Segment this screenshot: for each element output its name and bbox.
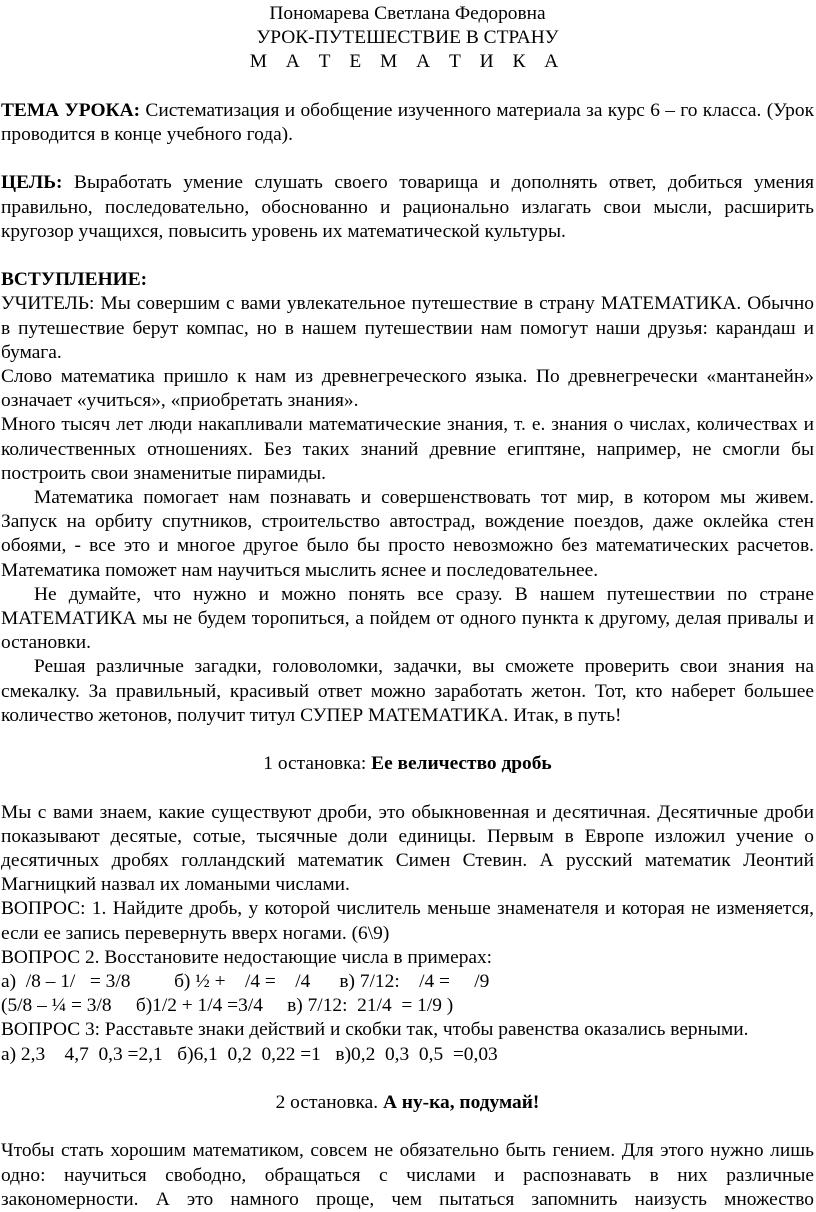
stop2-text: Чтобы стать хорошим математиком, совсем не обязательно быть гением. Для этого нужно лишь одно: научиться свободно, обращаться с числами и распознавать в них различные закономерности. А это намного проще, чем пытаться запомнить наизусть множество xyxy=(1,1140,814,1210)
stop1-question-3: ВОПРОС 3: Расставьте знаки действий и скобки так, чтобы равенства оказались верными. xyxy=(1,1019,749,1041)
answer-a: (5/8 – ¼ = 3/8 xyxy=(1,995,112,1017)
stop1-question-2: ВОПРОС 2. Восстановите недостающие числа в примерах: xyxy=(1,946,493,968)
author-name: Пономарева Светлана Федоровна xyxy=(269,3,546,24)
stop1-question-3-tasks: а) 2,3 4,7 0,3 =2,1 б)6,1 0,2 0,22 =1 в)0,2 0,3 0,5 =0,03 xyxy=(1,1043,498,1065)
topic-label: ТЕМА УРОКА: xyxy=(1,99,141,121)
intro-heading xyxy=(1,268,814,292)
task-a: а) /8 – 1/ = 3/8 xyxy=(1,971,131,993)
intro-heading-text: ВСТУПЛЕНИЕ: xyxy=(1,269,148,291)
goal-paragraph xyxy=(1,171,814,244)
stop1-title: Ее величество дробь xyxy=(371,753,552,775)
task-c: в) 7/12: /4 = /9 xyxy=(339,971,490,993)
stop1-question-2-tasks xyxy=(1,970,814,994)
intro-paragraph: Не думайте, что нужно и можно понять все сразу. В нашем путешествии по стране МАТЕМАТИКА мы не будем торопиться, а пойдем от одного пункта к другому, делая привалы и остановки. xyxy=(1,583,814,654)
stop1-question-1: ВОПРОС: 1. Найдите дробь, у которой числитель меньше знаменателя и которая не изменяется, если ее запись перевернуть вверх ногами. (6\9) xyxy=(1,898,814,944)
stop2-title: А ну-ка, подумай! xyxy=(382,1092,540,1114)
stop1-prefix: 1 остановка: xyxy=(263,753,372,775)
goal-label: ЦЕЛЬ: xyxy=(1,172,63,194)
intro-paragraph: Математика помогает нам познавать и совершенствовать тот мир, в котором мы живем. Запуск на орбиту спутников, строительство автострад, вождение поездов, даже оклейка стен обоями, - все это и многое другое было бы просто невозможно без математических расчетов. Математика поможет нам научиться мыслить яснее и последовательнее. xyxy=(1,487,814,581)
task-b: б) ½ + /4 = /4 xyxy=(174,971,311,993)
stop2-prefix: 2 остановка. xyxy=(275,1092,383,1114)
stop1-heading xyxy=(1,752,814,776)
spacer xyxy=(1,147,814,171)
spacer xyxy=(1,776,814,800)
answer-c: в) 7/12: 21/4 = 1/9 ) xyxy=(287,995,454,1017)
spacer xyxy=(1,728,814,752)
stop1-intro: Мы с вами знаем, какие существуют дроби, это обыкновенная и десятичная. Десятичные дроби показывают десятые, сотые, тысячные доли единицы. Первым в Европе изложил учение о десятичных дробях голландский математик Симен Стевин. А русский математик Леонтий Магницкий назвал их ломаными числами. xyxy=(1,801,814,896)
spacer xyxy=(1,75,814,99)
intro-paragraph: Слово математика пришло к нам из древнегреческого языка. По древнегречески «мантанейн» означает «учиться», «приобретать знания». xyxy=(1,366,814,412)
answer-b: б)1/2 + 1/4 =3/4 xyxy=(135,995,263,1017)
stop1-question-2-answers xyxy=(1,994,814,1018)
goal-text: Выработать умение слушать своего товарища и дополнять ответ, добиться умения правильно, последовательно, обоснованно и рационально излагать свои мысли, расширить кругозор учащихся, повысить уровень их математической культуры. xyxy=(1,172,814,242)
spacer xyxy=(1,1067,814,1091)
intro-paragraph: Решая различные загадки, головоломки, задачки, вы сможете проверить свои знания на смекалку. За правильный, красивый ответ можно заработать жетон. Тот, кто наберет большее количество жетонов, получит титул СУПЕР МАТЕМАТИКА. Итак, в путь! xyxy=(1,656,814,726)
topic-text: Систематизация и обобщение изученного материала за курс 6 – го класса. (Урок проводится в конце учебного года). xyxy=(1,99,814,145)
spacer xyxy=(1,244,814,268)
intro-paragraph: Много тысяч лет люди накапливали математические знания, т. е. знания о числах, количествах и количественных отношениях. Без таких знаний древние египтяне, например, не смогли бы построить свои знаменитые пирамиды. xyxy=(1,414,814,484)
topic-paragraph xyxy=(1,99,814,147)
document-body xyxy=(1,2,814,1212)
lesson-subject: М А Т Е М А Т И К А xyxy=(249,51,566,73)
lesson-title: УРОК-ПУТЕШЕСТВИЕ В СТРАНУ xyxy=(256,27,559,49)
stop2-heading xyxy=(1,1091,814,1115)
intro-paragraph: УЧИТЕЛЬ: Мы совершим с вами увлекательное путешествие в страну МАТЕМАТИКА. Обычно в путешествие берут компас, но в нашем путешествии нам помогут наши друзья: карандаш и бумага. xyxy=(1,293,814,363)
spacer xyxy=(1,1115,814,1139)
